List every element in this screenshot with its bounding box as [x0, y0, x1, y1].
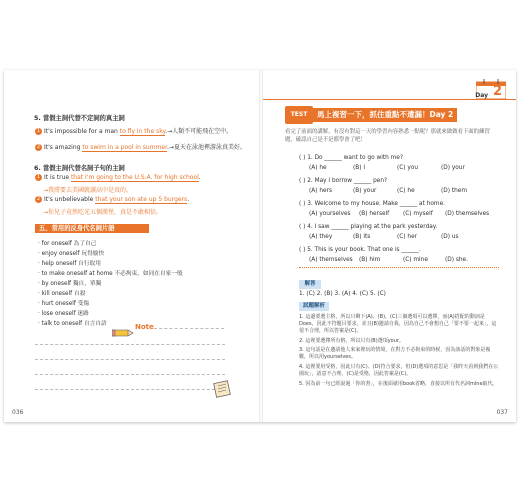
note-line [35, 389, 225, 390]
explanation-item: 2. 這裡要選擇所有格，所以只有(B)選項your。 [299, 338, 404, 344]
phrase-item: ‧ by oneself 獨自，單獨 [38, 281, 102, 287]
question-5: ( ) 5. This is your book. That one is ______. [299, 247, 421, 253]
phrase-item: ‧ lose oneself 迷路 [38, 311, 89, 317]
option: (D) she. [445, 257, 468, 263]
right-page [263, 70, 516, 422]
phrase-item: ‧ for oneself 為了自己 [38, 241, 97, 247]
example-5-2: 2 It's amazing to swim in a pool in summer.→夏天在泳池裡游泳真美好。 [36, 144, 246, 151]
option: (C) he [397, 188, 415, 194]
number-1-icon: 1 [36, 174, 41, 180]
example-6-2-translation: →你兒子竟然吃光五個漢堡，真是不敢相信。 [43, 209, 163, 216]
notebook-icon [212, 380, 232, 398]
example-6-2: 2 It's unbelievable that your son ate up 5 burgers. [36, 196, 190, 203]
note-label: Note [135, 323, 154, 331]
option: (A) they [309, 234, 333, 240]
option: (D) themselves [445, 211, 490, 217]
explanation-item: 5. 因為前一句已經說過「你的書」，在後面就用book省略，直接以所有代名詞mine取代。 [299, 381, 498, 387]
reflexive-phrases-banner: 五、常用的反身代名詞片語 [35, 224, 149, 233]
intro-text: 看完了前面的講解，有沒有對這一天的學習內容熟悉一點呢？那就來做做看下面的練習題，確認自己是不是都學會了吧！ [285, 129, 490, 143]
option: (A) themselves [309, 257, 353, 263]
phrase-item: ‧ kill oneself 自殺 [38, 291, 86, 297]
explanation-item: 4. 這裡要用受格，因此只有(C)、(D)符合要求，但(D)選項的意思是「我昨天看到我們在公園玩」，語意不合理，(C)是受格，因此答案是(C)。 [299, 364, 499, 377]
note-line [35, 374, 225, 375]
day-label: Day [475, 92, 488, 99]
option: (A) hers [309, 188, 332, 194]
note-line [35, 344, 225, 345]
question-4: ( ) 4. I saw ______ playing at the park yesterday. [299, 224, 438, 230]
example-6-1-translation: →我將要去美國就讀高中是真的。 [43, 187, 133, 194]
question-3: ( ) 3. Welcome to my house. Make ______ at home. [299, 201, 445, 207]
phrase-item: ‧ help oneself 自行取用 [38, 261, 101, 267]
test-title: 馬上複習一下，抓住重點不遺漏！Day 2 [313, 108, 457, 122]
number-2-icon: 2 [36, 196, 41, 202]
number-1-icon: 1 [36, 128, 41, 134]
header-rule [263, 99, 516, 100]
section-5-title: 5. 當假主詞代替不定詞的真主詞 [34, 115, 125, 122]
option: (D) them [441, 188, 467, 194]
answer-tag: 解答 [299, 280, 321, 289]
left-page [4, 70, 259, 422]
question-1: ( ) 1. Do ______ want to go with me? [299, 155, 403, 161]
option: (B) I [353, 165, 366, 171]
option: (C) you [397, 165, 419, 171]
phrase-item: ‧ enjoy oneself 玩得愉快 [38, 251, 105, 257]
question-2: ( ) 2. May I borrow ______ pen? [299, 178, 388, 184]
option: (B) herself [359, 211, 390, 217]
option: (B) its [353, 234, 371, 240]
page-number-left: 036 [12, 409, 24, 416]
note-line [35, 359, 225, 360]
answer-key: 1. (C) 2. (B) 3. (A) 4. (C) 5. (C) [299, 291, 386, 297]
page-number-right: 037 [496, 409, 508, 416]
pencil-icon [112, 323, 134, 331]
option: (C) myself [403, 211, 433, 217]
explanation-item: 3. 這句話是在邀請他人來家裡玩的情境，在對方不必拘束的時候，因為該話的對象是複數，所以用yourselves。 [299, 347, 491, 360]
phrase-item: ‧ hurt oneself 受傷 [38, 301, 90, 307]
test-badge: TEST [285, 106, 313, 124]
option: (A) he [309, 165, 327, 171]
phrase-item: ‧ to make oneself at home 不必拘束，如同在自家一般 [38, 271, 183, 277]
section-divider [299, 267, 499, 268]
option: (D) us [441, 234, 459, 240]
open-book [4, 70, 516, 422]
option: (D) your [441, 165, 465, 171]
option: (B) him [359, 257, 381, 263]
note-divider [154, 328, 224, 329]
example-5-1: 1 It's impossible for a man to fly in the sky.→人類不可能飛在空中。 [36, 128, 233, 135]
example-6-1: 1 It is true that I'm going to the U.S.A. for high school. [36, 174, 201, 181]
number-2-icon: 2 [36, 144, 41, 150]
option: (A) yourselves [309, 211, 351, 217]
explanation-tag: 試題解析 [299, 302, 329, 311]
option: (C) mine [403, 257, 428, 263]
option: (B) your [353, 188, 377, 194]
phrase-item: ‧ talk to oneself 自言自語 [38, 321, 107, 327]
section-6-title: 6. 當假主詞代替名詞子句的主詞 [34, 165, 125, 172]
option: (C) her [397, 234, 418, 240]
day-number: 2 [492, 84, 502, 99]
explanation-item: 1. 這邊要選主格，所以只剩下(A)、(B)、(C)三個選項可以選擇，而(A)搭配的動詞是Does，因此不符題目要求，並且(B)邀請自我，因為自己不會想自己「要不要一起來」，這很不合理，所以答案是(C)。 [299, 314, 497, 334]
